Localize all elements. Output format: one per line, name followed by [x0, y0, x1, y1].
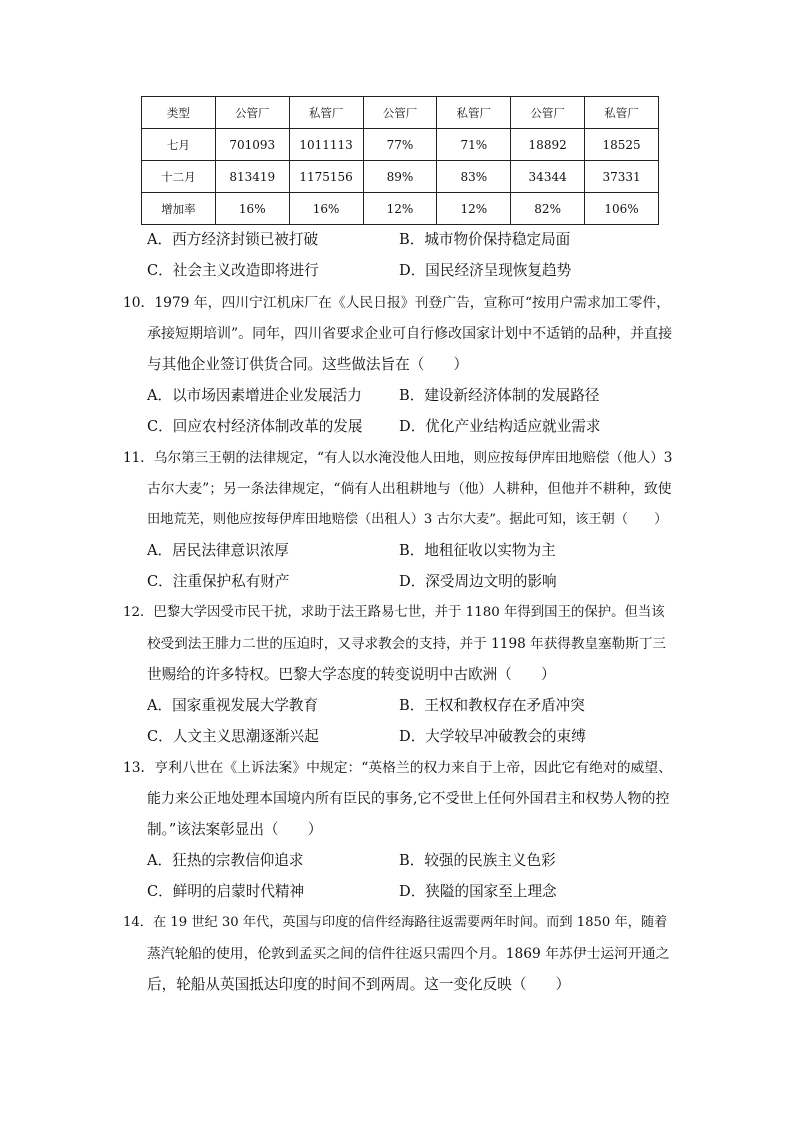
table-cell: 89%: [363, 161, 437, 193]
q11-stem-line: 田地荒芜，则他应按每伊库田地赔偿（出租人）3 古尔大麦”。据此可知，该王朝（ ）: [147, 512, 668, 527]
q13-stem-line: 13．亨利八世在《上诉法案》中规定：“英格兰的权力来自于上帝，因此它有绝对的威望、: [123, 760, 672, 776]
q12-option-d: D．大学较早冲破教会的束缚: [399, 728, 586, 745]
table-header-cell: 公管厂: [363, 97, 437, 129]
q13-stem-line: 能力来公正地处理本国境内所有臣民的事务,它不受世上任何外国君主和权势人物的控: [147, 791, 670, 807]
q14-stem-line: 蒸汽轮船的使用，伦敦到孟买之间的信件往返只需四个月。1869 年苏伊士运河开通之: [147, 946, 670, 962]
table-cell: 七月: [142, 129, 216, 161]
table-cell: 701093: [215, 129, 289, 161]
table-cell: 813419: [215, 161, 289, 193]
q14-stem-line: 14．在 19 世纪 30 年代，英国与印度的信件经海路往返需要两年时间。而到 1850 年，随着: [123, 915, 668, 930]
table-cell: 71%: [437, 129, 511, 161]
q13-option-d: D．狭隘的国家至上理念: [399, 883, 557, 900]
q9-option-d: D．国民经济呈现恢复趋势: [399, 262, 572, 279]
q12-option-c: C．人文主义思潮逐渐兴起: [147, 728, 319, 745]
table-cell: 十二月: [142, 161, 216, 193]
q11-option-c: C．注重保护私有财产: [147, 573, 290, 590]
table-row: [142, 193, 659, 225]
q10-stem-line: 10．1979 年，四川宁江机床厂在《人民日报》刊登广告，宣称可“按用户需求加工零件，: [123, 295, 670, 311]
q14-stem-line: 后，轮船从英国抵达印度的时间不到两周。这一变化反映（ ）: [147, 976, 571, 993]
table-row: [142, 161, 659, 193]
q12-stem-line: 世赐给的许多特权。巴黎大学态度的转变说明中古欧洲（ ）: [147, 666, 556, 683]
table-cell: 12%: [363, 193, 437, 225]
table-header-cell: 私管厂: [437, 97, 511, 129]
table-cell: 83%: [437, 161, 511, 193]
table-cell: 16%: [289, 193, 363, 225]
q11-stem-line: 11．乌尔第三王朝的法律规定，“有人以水淹没他人田地，则应按每伊库田地赔偿（他人）3: [123, 450, 673, 466]
q11-option-a: A．居民法律意识浓厚: [147, 542, 289, 559]
q13-option-a: A．狂热的宗教信仰追求: [147, 852, 304, 869]
q13-option-c: C．鲜明的启蒙时代精神: [147, 883, 305, 900]
table-header-cell: 类型: [142, 97, 216, 129]
q9-option-a: A．西方经济封锁已被打破: [147, 231, 319, 248]
q10-option-c: C．回应农村经济体制改革的发展: [147, 418, 363, 435]
table-cell: 增加率: [142, 193, 216, 225]
q12-option-b: B．王权和教权存在矛盾冲突: [399, 697, 585, 714]
table-header-cell: 私管厂: [585, 97, 659, 129]
table-header-cell: 私管厂: [289, 97, 363, 129]
q11-option-b: B．地租征收以实物为主: [399, 542, 556, 559]
q10-option-d: D．优化产业结构适应就业需求: [399, 418, 601, 435]
table-cell: 12%: [437, 193, 511, 225]
statistics-table: [141, 96, 659, 225]
table-header-cell: 公管厂: [511, 97, 585, 129]
q11-stem-line: 古尔大麦”；另一条法律规定，“倘有人出租耕地与（他）人耕种，但他并不耕种，致使: [147, 481, 672, 497]
table-row: [142, 129, 659, 161]
table-cell: 18525: [585, 129, 659, 161]
table-header-row: [142, 97, 659, 129]
table-cell: 77%: [363, 129, 437, 161]
q11-option-d: D．深受周边文明的影响: [399, 573, 557, 590]
table-cell: 1011113: [289, 129, 363, 161]
table-cell: 18892: [511, 129, 585, 161]
table-cell: 106%: [585, 193, 659, 225]
q10-stem-line: 承接短期培训”。同年，四川省要求企业可自行修改国家计划中不适销的品种，并直接: [147, 326, 673, 342]
q10-option-b: B．建设新经济体制的发展路径: [399, 387, 600, 404]
q12-stem-line: 校受到法王腓力二世的压迫时，又寻求教会的支持，并于 1198 年获得教皇塞勒斯丁三: [147, 636, 667, 652]
q12-stem-line: 12．巴黎大学因受市民干扰，求助于法王路易七世，并于 1180 年得到国王的保护。但当该: [123, 605, 665, 620]
q9-option-b: B．城市物价保持稳定局面: [399, 231, 571, 248]
q12-option-a: A．国家重视发展大学教育: [147, 697, 319, 714]
table-cell: 37331: [585, 161, 659, 193]
table-cell: 16%: [215, 193, 289, 225]
q10-stem-line: 与其他企业签订供货合同。这些做法旨在（ ）: [147, 356, 469, 373]
table-cell: 82%: [511, 193, 585, 225]
table-cell: 34344: [511, 161, 585, 193]
q9-option-c: C．社会主义改造即将进行: [147, 262, 319, 279]
q10-option-a: A．以市场因素增进企业发展活力: [147, 387, 362, 404]
q13-option-b: B．较强的民族主义色彩: [399, 852, 556, 869]
table-cell: 1175156: [289, 161, 363, 193]
q13-stem-line: 制。”该法案彰显出（ ）: [147, 821, 323, 838]
table-header-cell: 公管厂: [215, 97, 289, 129]
